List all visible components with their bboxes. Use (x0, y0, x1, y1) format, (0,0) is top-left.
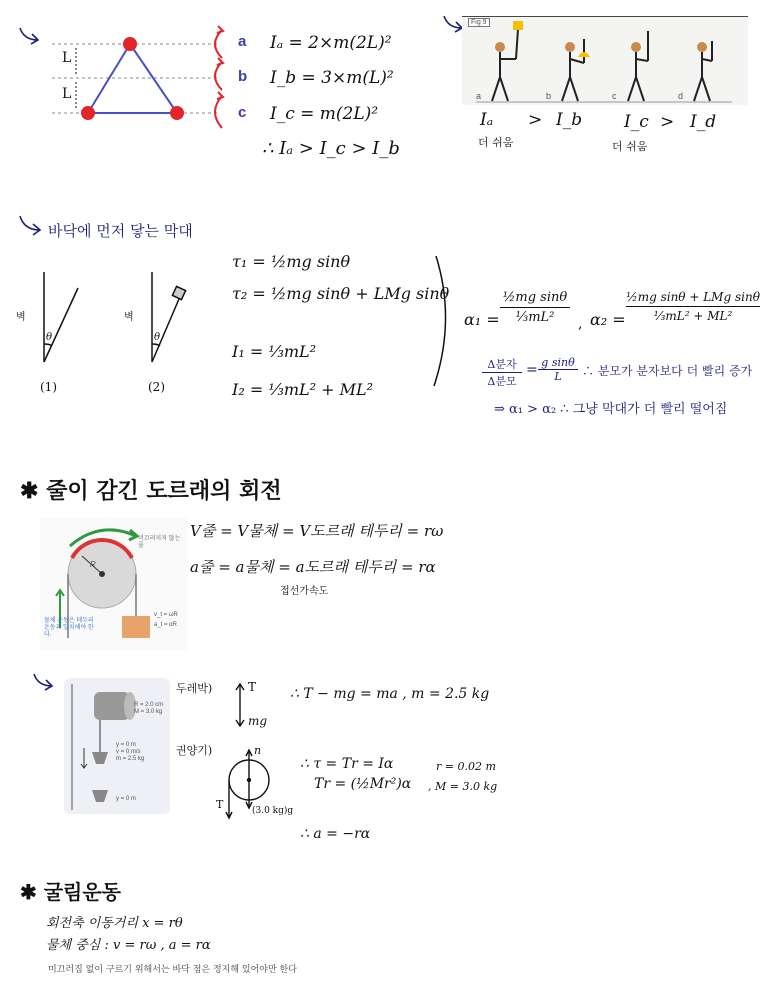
tension-label-1: T (248, 680, 257, 694)
alpha1-fraction (500, 290, 570, 325)
torque-eq-a: ∴ τ = Tr = Iα (300, 756, 394, 772)
inertia-eq-1: I₁ = ⅓mL² (232, 342, 317, 361)
section-title-rods: 바닥에 먼저 닿는 막대 (48, 222, 193, 240)
bucket-y-final: y = 0 m (116, 796, 136, 802)
rod-label-1: (1) (40, 380, 57, 394)
section-title-rolling: ✱ 굴림운동 (20, 880, 122, 904)
bullet-arrow-icon (444, 16, 462, 32)
pulley-note-motion: 물체 운동은 테두리 운동과 일치해야 한다. (44, 618, 94, 638)
panel-letter-d: d (678, 91, 684, 101)
axis-label-a: a (238, 33, 247, 50)
distance-label-1: L (62, 50, 72, 66)
ratio-eq-denominator: L (554, 370, 562, 383)
compare-ia: Iₐ (480, 110, 494, 130)
torque-eq-1: τ₁ = ½mg sinθ (232, 252, 351, 271)
inertia-eq-c: I_c = m(2L)² (270, 104, 379, 124)
ratio-eq-fraction (538, 356, 578, 383)
rod-figure-1 (44, 272, 78, 362)
axis-label-b: b (238, 68, 248, 85)
wall-label-1: 벽 (16, 312, 26, 323)
inertia-result: ∴ Iₐ > I_c > I_b (262, 138, 400, 159)
compare-ic: I_c (624, 112, 649, 132)
stick-figures (462, 17, 748, 105)
bucket-m: m = 2.5 kg (116, 756, 145, 762)
bucket-y: y = 0 m (116, 742, 136, 748)
distance-label-2: L (62, 86, 72, 102)
bullet-arrow-icon (34, 674, 52, 690)
accel-result: ∴ a = −rα (300, 826, 371, 842)
velocity-eq: V줄 = V물체 = V도르래 테두리 = rω (190, 522, 444, 540)
tangential-accel-note: 접선가속도 (280, 586, 329, 597)
axis-label-c: c (238, 104, 247, 121)
bucket-eq: ∴ T − mg = ma , m = 2.5 kg (290, 686, 490, 702)
pulley-at: a_t = αR (154, 622, 177, 628)
alpha2-numerator: ½mg sinθ + LMg sinθ (626, 290, 760, 307)
easier-note-left: 더 쉬움 (478, 136, 514, 149)
fig-tag: Fig 9 (468, 18, 490, 27)
winch-label: 권양기) (176, 744, 213, 757)
bucket-v: v = 0 m/s (116, 749, 141, 755)
winch-radius: R = 2.0 cm (134, 702, 164, 708)
compare-id: I_d (690, 112, 717, 132)
panel-letter-c: c (612, 91, 617, 101)
ratio-fraction (482, 356, 522, 389)
panel-letter-a: a (476, 91, 482, 101)
rod-label-2: (2) (148, 380, 165, 394)
rolling-footnote: 미끄러짐 없이 구르기 위해서는 바닥 점은 정지해 있어야만 한다 (48, 965, 297, 975)
stick-figure-panel (462, 16, 748, 105)
rod-figure-2 (152, 272, 186, 362)
torque-eq-b: Tr = (½Mr²)α (314, 776, 412, 792)
inertia-eq-b: I_b = 3×m(L)² (270, 68, 394, 88)
winch-weight: (3.0 kg)g (252, 806, 294, 816)
equals-sign: = (526, 362, 538, 378)
winch-mass: M = 3.0 kg (134, 709, 163, 715)
radius-value: r = 0.02 m (436, 760, 496, 773)
winch-mass-value: , M = 3.0 kg (428, 780, 498, 793)
rolling-line-2: 물체 중심 : v = rω , a = rα (46, 938, 211, 953)
comma: , (578, 316, 583, 332)
alpha1-lhs: α₁ = (464, 310, 500, 329)
ratio-numerator: Δ분자 (482, 356, 522, 373)
bracket (434, 256, 446, 386)
compare-gt-2: > (660, 112, 675, 132)
pulley-figure (40, 518, 188, 650)
pulley-radius-label: R (90, 560, 96, 569)
winch-figure (64, 678, 170, 814)
theta-label-1: θ (46, 332, 53, 343)
bullet-arrow-icon (20, 216, 40, 235)
alpha2-lhs: α₂ = (590, 310, 626, 329)
alpha1-numerator: ½mg sinθ (500, 290, 570, 308)
bullet-arrow-icon (20, 28, 38, 44)
panel-letter-b: b (546, 91, 552, 101)
normal-label: n (254, 744, 262, 757)
rolling-line-1: 회전축 이동거리 x = rθ (46, 916, 183, 931)
compare-gt-1: > (528, 110, 543, 130)
compare-ib: I_b (556, 110, 583, 130)
weight-label: mg (248, 714, 268, 728)
ratio-note: ∴ 분모가 분자보다 더 빨리 증가 (582, 364, 753, 378)
alpha2-fraction (626, 290, 760, 323)
tension-label-2: T (216, 798, 224, 811)
pulley-note-rope: 미끄러지지 않는 줄 (138, 536, 181, 549)
pulley-vt: v_t = ωR (154, 612, 178, 618)
section-title-pulley: ✱ 줄이 감긴 도르래의 회전 (20, 478, 282, 504)
inertia-eq-2: I₂ = ⅓mL² + ML² (232, 380, 374, 399)
rod-conclusion: ⇒ α₁ > α₂ ∴ 그냥 막대가 더 빨리 떨어짐 (494, 402, 728, 417)
theta-label-2: θ (154, 332, 161, 343)
torque-eq-2: τ₂ = ½mg sinθ + LMg sinθ (232, 284, 450, 303)
inertia-eq-a: Iₐ = 2×m(2L)² (270, 33, 392, 53)
ratio-denominator: Δ분모 (487, 375, 517, 388)
ratio-eq-numerator: g sinθ (538, 356, 578, 370)
alpha2-denominator: ⅓mL² + ML² (653, 309, 733, 323)
acceleration-eq: a줄 = a물체 = a도르래 테두리 = rα (190, 558, 436, 576)
bucket-label: 두레박) (176, 682, 213, 695)
wall-label-2: 벽 (124, 312, 134, 323)
easier-note-right: 더 쉬움 (612, 140, 648, 153)
bucket-force-diagram (236, 684, 244, 726)
alpha1-denominator: ⅓mL² (515, 310, 555, 325)
